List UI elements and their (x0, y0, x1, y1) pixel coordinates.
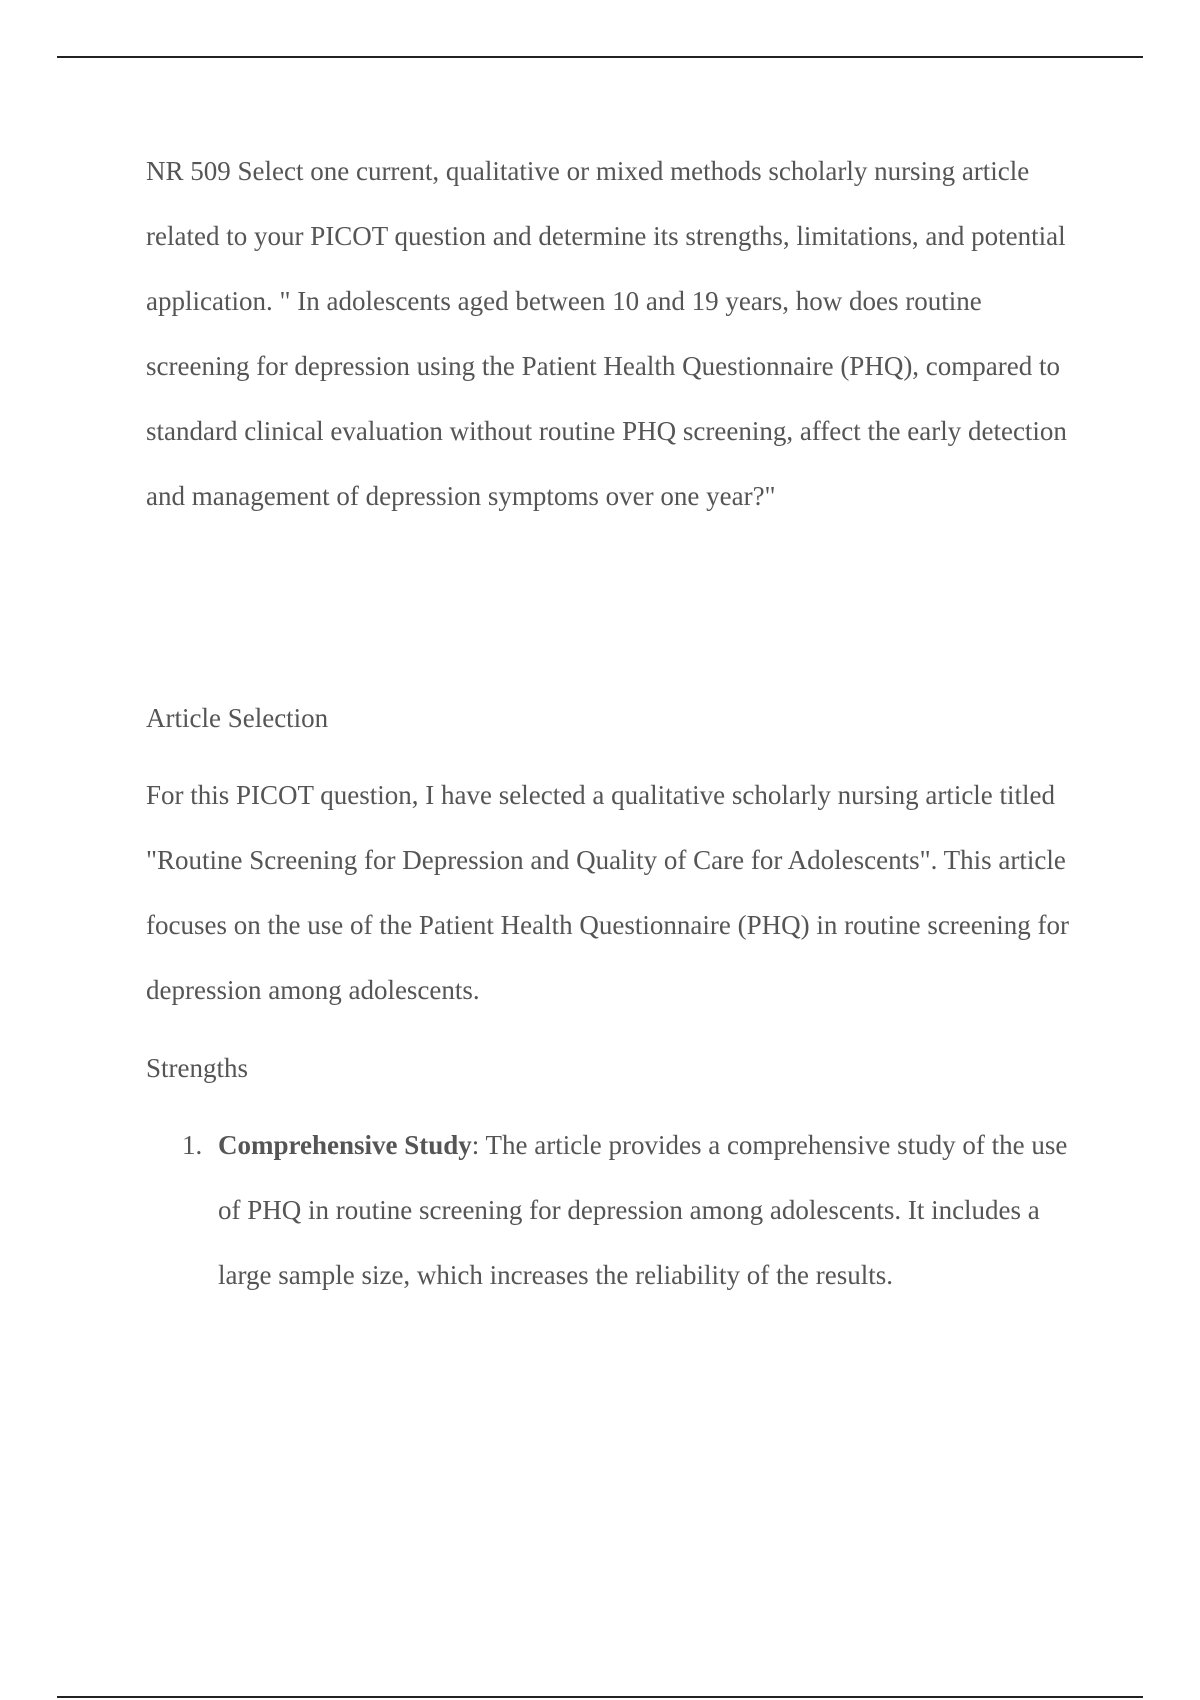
list-item-term: Comprehensive Study (218, 1130, 472, 1160)
strengths-heading: Strengths (146, 1053, 249, 1083)
list-item (182, 1113, 1076, 1308)
list-item-number: 1. (182, 1130, 203, 1160)
list-item-text: : The article provides a comprehensive study of the use of PHQ in routine screening for depression among adolescents. It includes a large sample size, which increases the reliability of the results. (218, 1130, 1068, 1290)
picot-question-paragraph: NR 509 Select one current, qualitative or mixed methods scholarly nursing article related to your PICOT question and determine its strengths, limitations, and potential application. " In adolescents aged between 10 and 19 years, how does routine screening for depression using the Patient Health Questionnaire (PHQ), compared to standard clinical evaluation without routine PHQ screening, affect the early detection and management of depression symptoms over one year?" (146, 156, 1067, 511)
document-body (146, 139, 1076, 1308)
article-selection-heading: Article Selection (146, 703, 329, 733)
top-rule (57, 56, 1143, 58)
strengths-list (146, 1113, 1076, 1308)
bottom-rule (57, 1696, 1143, 1698)
article-selection-paragraph: For this PICOT question, I have selected a qualitative scholarly nursing article titled "Routine Screening for Depression and Quality of Care for Adolescents". This article focuses on the use of the Patient Health Questionnaire (PHQ) in routine screening for depression among adolescents. (146, 780, 1069, 1005)
